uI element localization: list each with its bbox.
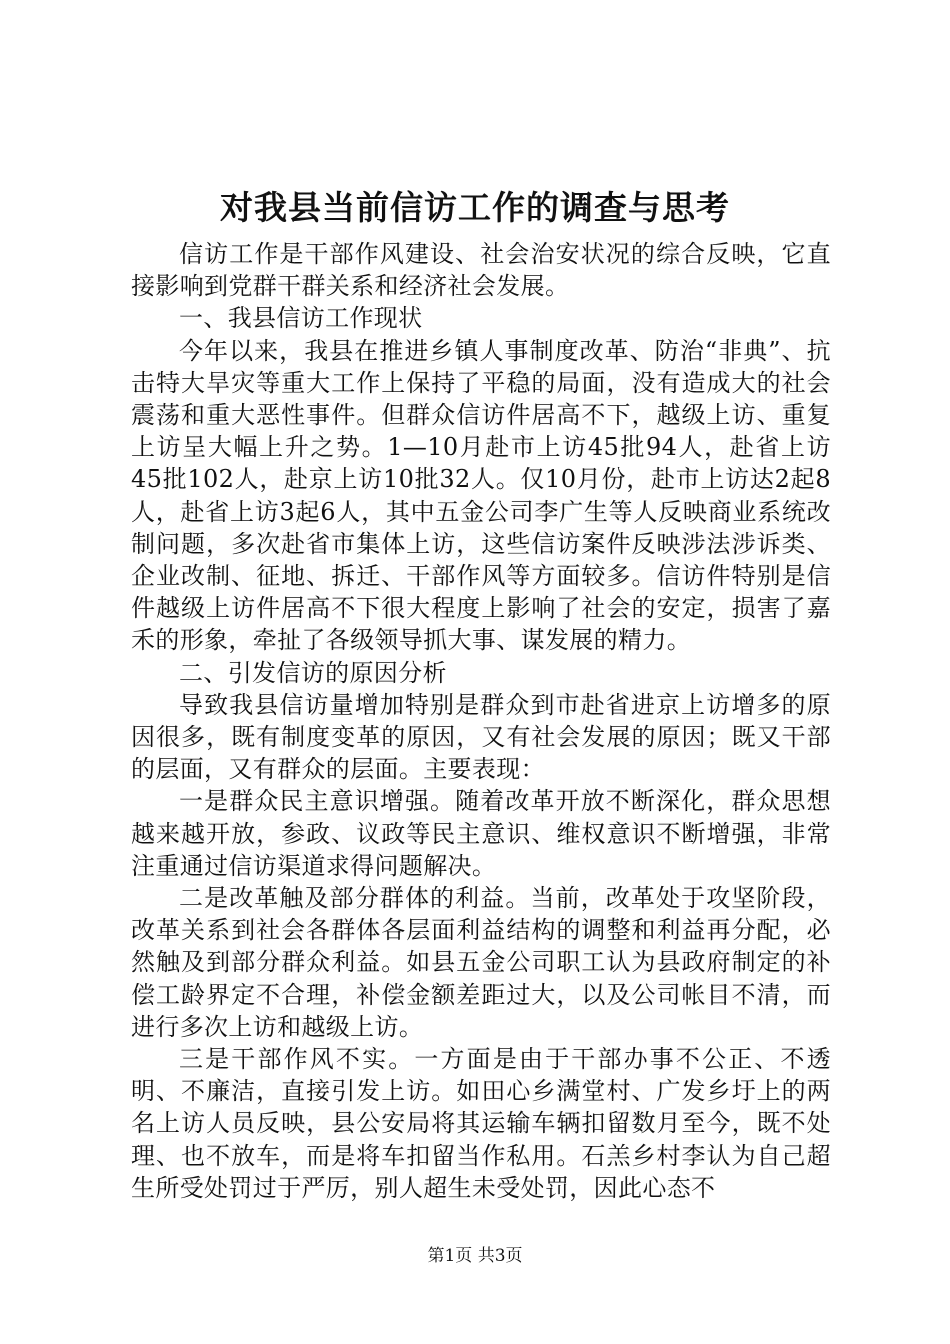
page-footer: 第1页 共3页 [427, 1246, 523, 1266]
paragraph-causes-intro: 导致我县信访量增加特别是群众到市赴省进京上访增多的原因很多，既有制度变革的原因，又有社会发展的原因；既又干部的层面，又有群众的层面。主要表现： [131, 690, 831, 784]
section-heading-1: 一、我县信访工作现状 [179, 304, 423, 333]
paragraph-cause-2: 二是改革触及部分群体的利益。当前，改革处于攻坚阶段，改革关系到社会各群体各层面利益结构的调整和利益再分配，必然触及到部分群众利益。如县五金公司职工认为县政府制定的补偿工龄界定不合理，补偿金额差距过大，以及公司帐目不清，而进行多次上访和越级上访。 [131, 884, 831, 1041]
document-title: 对我县当前信访工作的调查与思考 [220, 188, 730, 227]
document-body [131, 238, 831, 1204]
paragraph-status: 今年以来，我县在推进乡镇人事制度改革、防治“非典”、抗击特大旱灾等重大工作上保持了平稳的局面，没有造成大的社会震荡和重大恶性事件。但群众信访件居高不下，越级上访、重复上访呈大幅上升之势。1—10月赴市上访45批94人，赴省上访45批102人，赴京上访10批32人。仅10月份，赴市上访达2起8人，赴省上访3起6人，其中五金公司李广生等人反映商业系统改制问题，多次赴省市集体上访，这些信访案件反映涉法涉诉类、企业改制、征地、拆迁、干部作风等方面较多。信访件特别是信件越级上访件居高不下很大程度上影响了社会的安定，损害了嘉禾的形象，牵扯了各级领导抓大事、谋发展的精力。 [131, 336, 831, 655]
paragraph-cause-1: 一是群众民主意识增强。随着改革开放不断深化，群众思想越来越开放，参政、议政等民主意识、维权意识不断增强，非常注重通过信访渠道求得问题解决。 [131, 787, 831, 880]
paragraph-cause-3: 三是干部作风不实。一方面是由于干部办事不公正、不透明、不廉洁，直接引发上访。如田心乡满堂村、广发乡圩上的两名上访人员反映，县公安局将其运输车辆扣留数月至今，既不处理、也不放车，而是将车扣留当作私用。石羔乡村李认为自己超生所受处罚过于严厉，别人超生未受处罚，因此心态不 [131, 1045, 831, 1202]
section-heading-2: 二、引发信访的原因分析 [179, 658, 447, 687]
paragraph-intro: 信访工作是干部作风建设、社会治安状况的综合反映，它直接影响到党群干群关系和经济社会发展。 [131, 240, 831, 301]
